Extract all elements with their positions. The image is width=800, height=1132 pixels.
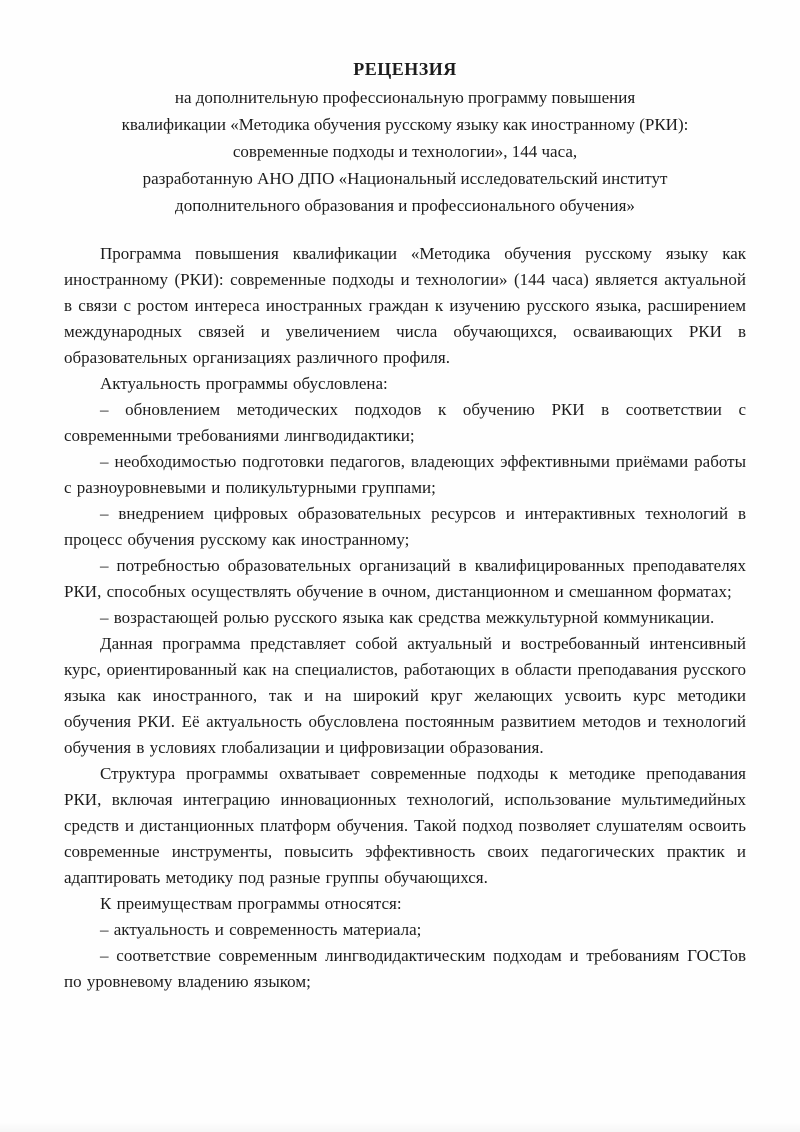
document-title: РЕЦЕНЗИЯ bbox=[353, 59, 457, 79]
paragraph-relevance-heading: Актуальность программы обусловлена: bbox=[100, 374, 388, 393]
paragraph-advantages-heading: К преимуществам программы относятся: bbox=[100, 894, 402, 913]
paragraph-advantages-item: – актуальность и современность материала; bbox=[100, 920, 422, 939]
subtitle-line: на дополнительную профессиональную программу повышения bbox=[174, 88, 636, 107]
subtitle-line: современные подходы и технологии», 144 часа, bbox=[232, 142, 578, 161]
paragraph-course-description: Данная программа представляет собой актуальный и востребованный интенсивный курс, ориентированный как на специалистов, работающих в области преподавания русского языка как иностранного, так и на широкий круг желающих усвоить курс методики обучения РКИ. Её актуальность обусловлена постоянным развитием методов и технологий обучения в условиях глобализации и цифровизации образования. bbox=[64, 634, 746, 757]
paragraph-relevance-item: – потребностью образовательных организаций в квалифицированных преподавателях РКИ, способных осуществлять обучение в очном, дистанционном и смешанном форматах; bbox=[64, 556, 746, 601]
paragraph-relevance-item: – возрастающей ролью русского языка как средства межкультурной коммуникации. bbox=[100, 608, 715, 627]
paragraph-structure: Структура программы охватывает современные подходы к методике преподавания РКИ, включая интеграцию инновационных технологий, использование мультимедийных средств и дистанционных платформ обучения. Такой подход позволяет слушателям освоить современные инструменты, повысить эффективность своих педагогических практик и адаптировать методику под разные группы обучающихся. bbox=[64, 764, 746, 887]
document-body bbox=[64, 241, 746, 995]
paragraph-advantages-item: – соответствие современным лингводидактическим подходам и требованиям ГОСТов по уровневому владению языком; bbox=[64, 946, 746, 991]
paragraph-relevance-item: – необходимостью подготовки педагогов, владеющих эффективными приёмами работы с разноуровневыми и поликультурными группами; bbox=[64, 452, 746, 497]
subtitle-line: квалификации «Методика обучения русскому языку как иностранному (РКИ): bbox=[121, 115, 689, 134]
paragraph-intro: Программа повышения квалификации «Методика обучения русскому языку как иностранному (РКИ): современные подходы и технологии» (144 часа) является актуальной в связи с ростом интереса иностранных граждан к изучению русского языка, расширением международных связей и увеличением числа обучающихся, осваивающих РКИ в образовательных организациях различного профиля. bbox=[64, 244, 746, 367]
paragraph-relevance-item: – обновлением методических подходов к обучению РКИ в соответствии с современными требованиями лингводидактики; bbox=[64, 400, 746, 445]
paragraph-relevance-item: – внедрением цифровых образовательных ресурсов и интерактивных технологий в процесс обучения русскому как иностранному; bbox=[64, 504, 746, 549]
subtitle-line: разработанную АНО ДПО «Национальный исследовательский институт bbox=[142, 169, 668, 188]
subtitle-line: дополнительного образования и профессионального обучения» bbox=[175, 196, 635, 215]
document-subtitle bbox=[64, 84, 746, 219]
